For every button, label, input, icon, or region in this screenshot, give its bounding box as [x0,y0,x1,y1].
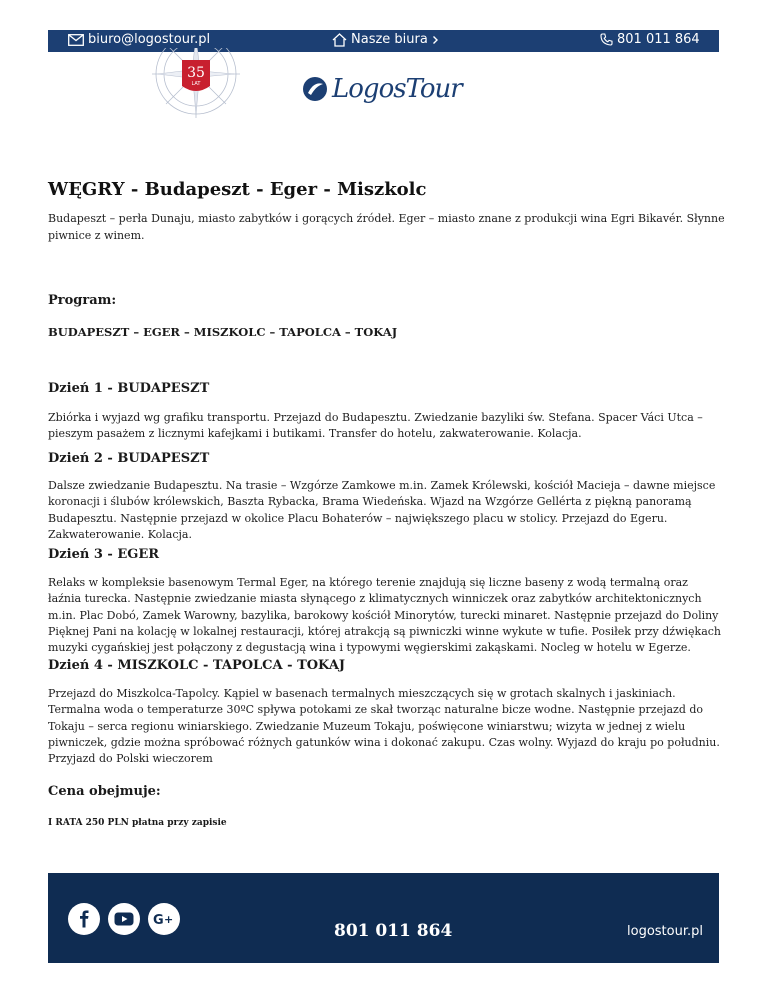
chevron-right-icon [432,35,439,45]
program-heading: Program: [48,293,117,308]
footer [48,873,719,963]
footer-phone[interactable]: 801 011 864 [334,921,453,941]
google-plus-icon[interactable] [148,903,180,935]
footer-website-link[interactable]: logostour.pl [627,924,703,939]
logostour-logo[interactable] [302,74,462,104]
phone-link[interactable] [600,32,700,47]
logo-mark-icon [302,76,328,102]
logo-text: LogosTour [332,74,462,104]
day-3-title: Dzień 3 - EGER [48,547,160,562]
offices-link[interactable] [332,32,439,47]
youtube-icon[interactable] [108,903,140,935]
email-text: biuro@logostour.pl [88,32,211,47]
day-4-text: Przejazd do Miszkolca-Tapolcy. Kąpiel w basenach termalnych mieszczących się w grotach skalnych i jaskiniach. Termalna woda o temperaturze 30ºC spływa potokami ze skał tworząc naturalne bicze wodne. Następnie przejazd do Tokaju – serca regionu winiarskiego. Zwiedzanie Muzeum Tokaju, poświęcone winiarstwu; wizyta w jednej z wielu piwniczek, gdzie można spróbować różnych gatunków wina i dokonać zakupu. Czas wolny. Wyjazd do kraju po południu. Przyjazd do Polski wieczorem [48,687,720,766]
day-3-text: Relaks w kompleksie basenowym Termal Eger, na którego terenie znajdują się liczne baseny z wodą termalną oraz łaźnia turecka. Następnie zwiedzanie miasta słynącego z klimatycznych winniczek oraz zabytków architektonicznych m.in. Plac Dobó, Zamek Warowny, bazylika, barokowy kościół Minorytów, turecki minaret. Następnie przejazd do Doliny Pięknej Pani na kolację w lokalnej restauracji, której atrakcją są piwniczki winne wykute w tufie. Posiłek przy dźwiękach muzyki cygańskiej jest połączony z degustacją wina i typowymi węgierskimi zakąskami. Nocleg w hotelu w Egerze. [48,576,722,655]
seal-label: LAT [191,81,201,87]
day-4-title: Dzień 4 - MISZKOLC - TAPOLCA - TOKAJ [48,658,346,673]
trip-intro: Budapeszt – perła Dunaju, miasto zabytków i gorących źródeł. Eger – miasto znane z produkcji wina Egri Bikavér. Słynne piwnice z winem. [48,212,725,242]
home-icon [332,33,347,47]
anniversary-seal [150,48,242,118]
contact-bar [48,30,719,52]
offices-text: Nasze biura [351,32,428,47]
price-installment: I RATA 250 PLN płatna przy zapisie [48,818,227,828]
day-1-title: Dzień 1 - BUDAPESZT [48,381,210,396]
program-route: BUDAPESZT – EGER – MISZKOLC – TAPOLCA – TOKAJ [48,325,398,339]
day-2-text: Dalsze zwiedzanie Budapesztu. Na trasie – Wzgórze Zamkowe m.in. Zamek Królewski, kościół Macieja – dawne miejsce koronacji i ślubów królewskich, Baszta Rybacka, Brama Wiedeńska. Wjazd na Wzgórze Gellérta z piękną panoramą Budapesztu. Następnie przejazd w okolice Placu Bohaterów – największego placu w stolicy. Przejazd do Egeru. Zakwaterowanie. Kolacja. [48,479,716,541]
price-heading: Cena obejmuje: [48,784,161,799]
envelope-icon [68,34,84,46]
phone-icon [600,33,613,46]
page-title: WĘGRY - Budapeszt - Eger - Miszkolc [48,179,427,200]
svg-text:G: G [153,913,164,926]
social-links [68,903,180,935]
facebook-icon[interactable] [68,903,100,935]
day-1-text: Zbiórka i wyjazd wg grafiku transportu. Przejazd do Budapesztu. Zwiedzanie bazyliki św. Stefana. Spacer Váci Utca – pieszym pasażem z licznymi kafejkami i butikami. Transfer do hotelu, zakwaterowanie. Kolacja. [48,411,703,441]
phone-text: 801 011 864 [617,32,700,47]
seal-number: 35 [187,65,205,81]
email-link[interactable] [68,32,210,47]
day-2-title: Dzień 2 - BUDAPESZT [48,451,210,466]
svg-text:+: + [164,913,174,926]
